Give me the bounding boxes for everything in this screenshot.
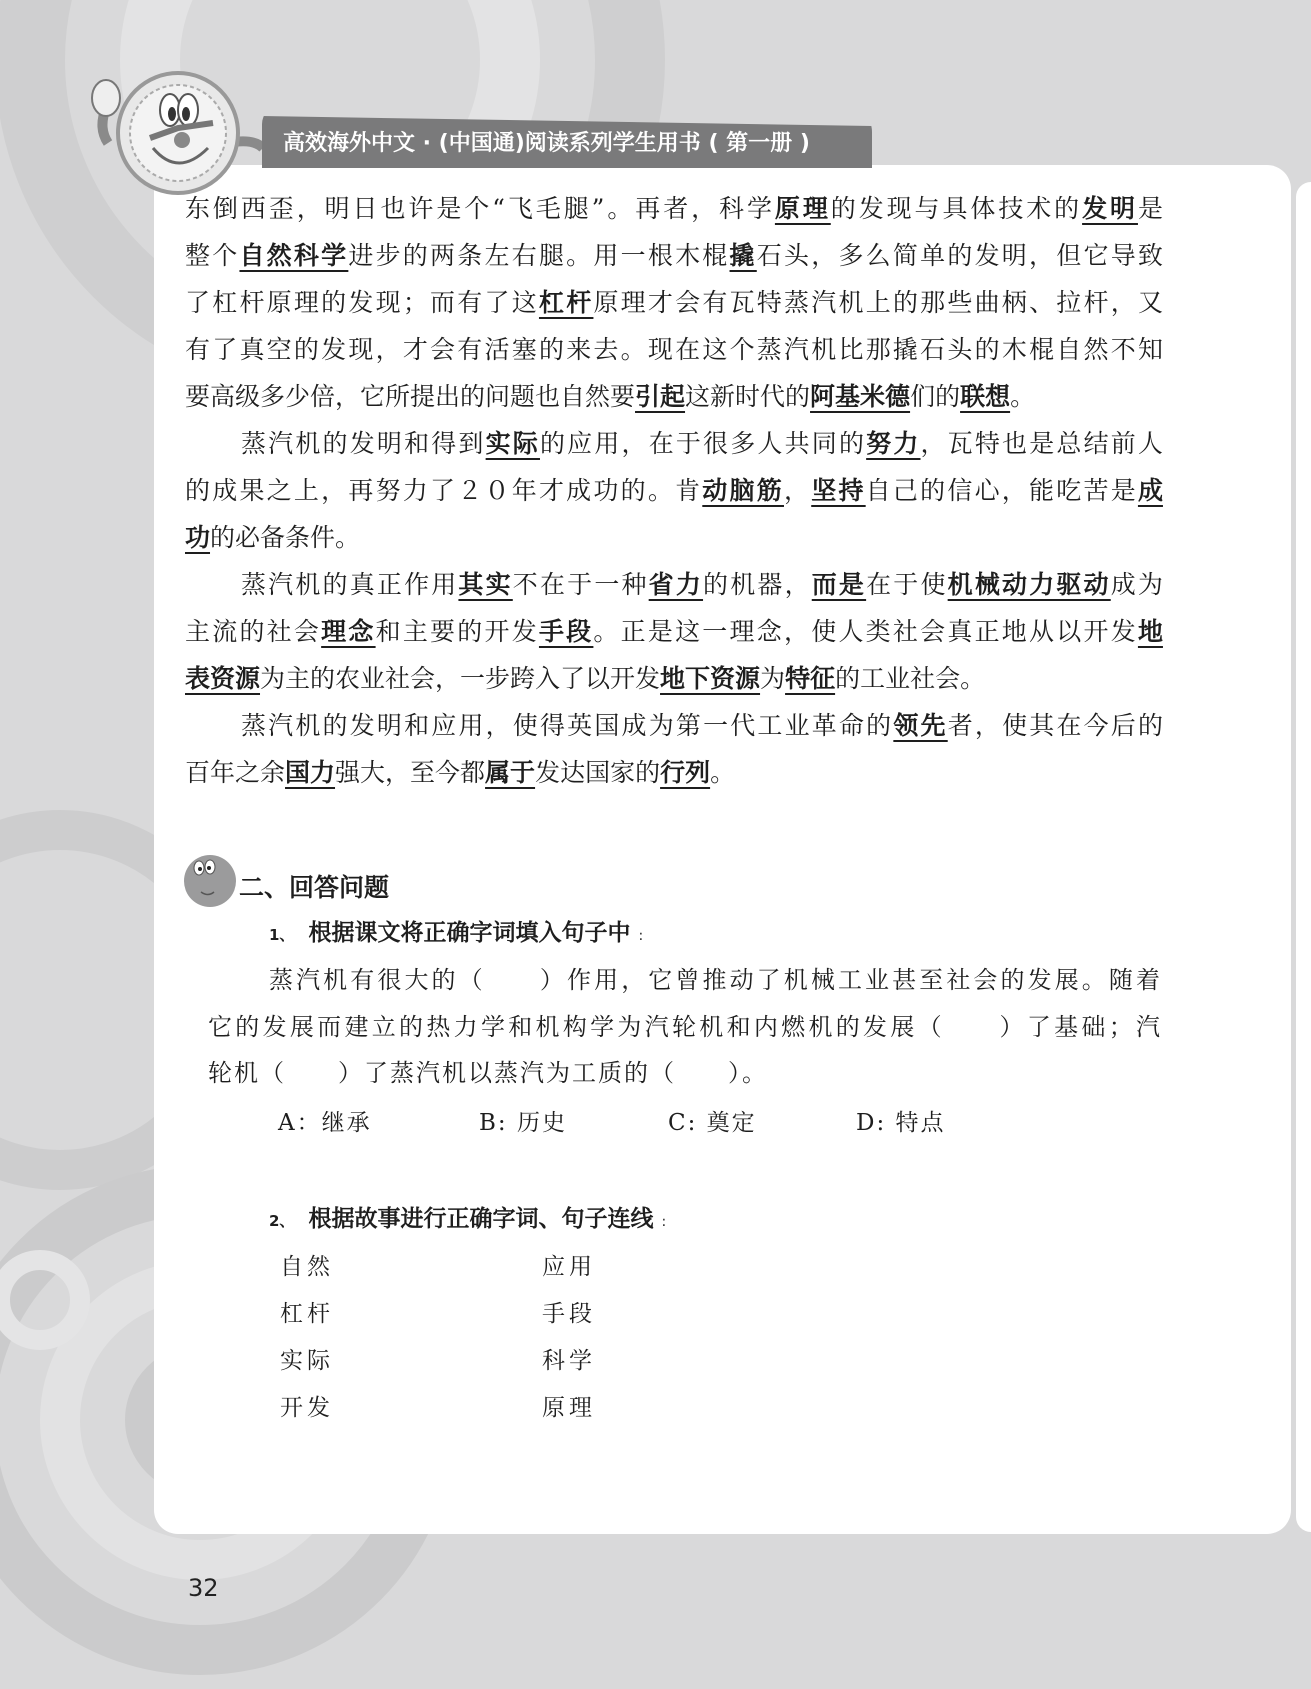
text-run: 蒸汽机的发明和得到 [241, 429, 486, 458]
text-run: 为主的农业社会，一步跨入了以开发 [260, 664, 661, 693]
text-run: 在于使 [866, 570, 948, 599]
vocabulary-term: 阿基米德 [810, 382, 911, 411]
text-run: 东倒西歪，明日也许是个“飞毛腿”。再者，科学 [185, 194, 775, 223]
text-run: 要高级多少倍，它所提出的问题也自然要 [185, 382, 636, 411]
text-run: 有了真空的发现，才会有活塞的来去。现在这个蒸汽机比那撬石头的木棍自然不知 [185, 335, 1163, 364]
paragraph-line [185, 702, 1163, 749]
article-text [185, 185, 1163, 796]
question-1-title [269, 914, 643, 947]
text-run: 的发现与具体技术的 [830, 194, 1083, 223]
vocabulary-term: 国力 [285, 758, 336, 787]
paragraph-line [185, 655, 1163, 702]
text-run: 自己的信心，能吃苦是 [865, 476, 1138, 505]
text-run: 的工业社会。 [835, 664, 986, 693]
text-run: 这新时代的 [685, 382, 811, 411]
text-run: 不在于一种 [512, 570, 649, 599]
vocabulary-term: 杠杆 [538, 288, 594, 317]
text-run: 原理才会有瓦特蒸汽机上的那些曲柄、拉杆，又 [593, 288, 1163, 317]
text-run: 百年之余 [185, 758, 286, 787]
text-run: 蒸汽机的发明和应用，使得英国成为第一代工业革命的 [241, 711, 894, 740]
text-run: 。正是这一理念，使人类社会真正地从以开发 [593, 617, 1138, 646]
vocabulary-term: 行列 [660, 758, 711, 787]
vocabulary-term: 而是 [811, 570, 867, 599]
paragraph-line [185, 467, 1163, 514]
text-run: ， [783, 476, 812, 505]
passage-line: 蒸汽机有很大的（ ）作用，它曾推动了机械工业甚至社会的发展。随着 [269, 966, 1162, 994]
paragraph-line [185, 514, 1163, 561]
vocabulary-term: 撬 [729, 241, 757, 270]
vocabulary-term: 理念 [321, 617, 376, 646]
text-run: ，瓦特也是总结前人 [920, 429, 1163, 458]
match-left-item: 杠杆 [280, 1301, 334, 1327]
vocabulary-term: 引起 [635, 382, 686, 411]
match-right-item: 应用 [542, 1254, 596, 1280]
option-b: B: 历史 [479, 1110, 567, 1136]
vocabulary-term: 机械动力驱动 [947, 570, 1111, 599]
text-run: 的机器， [703, 570, 812, 599]
text-run: 石头，多么简单的发明，但它导致 [756, 241, 1163, 270]
smiley-face-icon [183, 854, 237, 908]
paragraph-line [185, 373, 1163, 420]
vocabulary-term: 坚持 [811, 476, 866, 505]
question-colon: : [661, 1214, 667, 1230]
match-right-item: 原理 [542, 1395, 596, 1421]
question-text: 根据课文将正确字词填入句子中 [308, 920, 631, 946]
question-2-title [269, 1200, 666, 1233]
paragraph-line [185, 185, 1163, 232]
match-left-item: 自然 [280, 1254, 334, 1280]
text-run: 了杠杆原理的发现；而有了这 [185, 288, 539, 317]
vocabulary-term: 原理 [774, 194, 831, 223]
question-colon: : [638, 928, 644, 944]
vocabulary-term: 发明 [1082, 194, 1138, 223]
vocabulary-term: 地 [1137, 617, 1163, 646]
text-run: 成为 [1110, 570, 1163, 599]
vocabulary-term: 实际 [485, 429, 540, 458]
question-number: 1、 [269, 926, 295, 944]
vocabulary-term: 努力 [866, 429, 921, 458]
text-run: 进步的两条左右腿。用一根木棍 [348, 241, 730, 270]
passage-line: 它的发展而建立的热力学和机构学为汽轮机和内燃机的发展（ ）了基础；汽 [208, 1012, 1162, 1041]
text-run: 们的 [910, 382, 961, 411]
section-title: 二、回答问题 [239, 873, 390, 902]
text-run: 整个 [185, 241, 240, 270]
vocabulary-term: 手段 [538, 617, 594, 646]
text-run: 。 [710, 758, 736, 787]
text-run: 的成果之上，再努力了２０年才成功的。肯 [185, 476, 703, 505]
text-run: 主流的社会 [185, 617, 322, 646]
vocabulary-term: 联想 [960, 382, 1011, 411]
text-run: 的必备条件。 [210, 523, 361, 552]
option-c: C: 奠定 [668, 1110, 757, 1136]
text-run: 发达国家的 [535, 758, 661, 787]
paragraph-line [185, 279, 1163, 326]
text-run: 的应用，在于很多人共同的 [539, 429, 867, 458]
option-d: D: 特点 [856, 1110, 946, 1136]
text-run: 蒸汽机的真正作用 [241, 570, 459, 599]
vocabulary-term: 省力 [648, 570, 704, 599]
text-run: 是 [1137, 194, 1163, 223]
question-number: 2、 [269, 1212, 295, 1230]
paragraph-line [185, 608, 1163, 655]
vocabulary-term: 表资源 [185, 664, 261, 693]
vocabulary-term: 成 [1137, 476, 1163, 505]
paragraph-line [185, 561, 1163, 608]
clock-mascot-icon [78, 48, 268, 198]
text-run: 强大，至今都 [335, 758, 486, 787]
match-left-item: 开发 [280, 1395, 334, 1421]
text-run: 者，使其在今后的 [947, 711, 1163, 740]
paragraph-line [185, 232, 1163, 279]
paragraph-line [185, 326, 1163, 373]
book-title: 高效海外中文 · (中国通)阅读系列学生用书 ( 第一册 ) [283, 131, 810, 156]
passage-line: 轮机（ ）了蒸汽机以蒸汽为工质的（ ）。 [208, 1059, 768, 1087]
text-run: 和主要的开发 [375, 617, 539, 646]
vocabulary-term: 功 [185, 523, 211, 552]
vocabulary-term: 地下资源 [660, 664, 761, 693]
paragraph-line [185, 420, 1163, 467]
text-run: 为 [760, 664, 786, 693]
match-right-item: 科学 [542, 1348, 596, 1374]
vocabulary-term: 领先 [893, 711, 948, 740]
paragraph-line [185, 749, 1163, 796]
vocabulary-term: 其实 [458, 570, 513, 599]
vocabulary-term: 自然科学 [239, 241, 349, 270]
vocabulary-term: 特征 [785, 664, 836, 693]
page-edge-tab [1296, 182, 1311, 1532]
question-text: 根据故事进行正确字词、句子连线 [308, 1206, 654, 1232]
vocabulary-term: 动脑筋 [702, 476, 784, 505]
match-right-item: 手段 [542, 1301, 596, 1327]
option-a: A：继承 [278, 1110, 372, 1136]
match-left-item: 实际 [280, 1348, 334, 1374]
vocabulary-term: 属于 [485, 758, 536, 787]
page-number: 32 [188, 1574, 219, 1602]
text-run: 。 [1010, 382, 1036, 411]
question-1-passage [208, 957, 1162, 1097]
